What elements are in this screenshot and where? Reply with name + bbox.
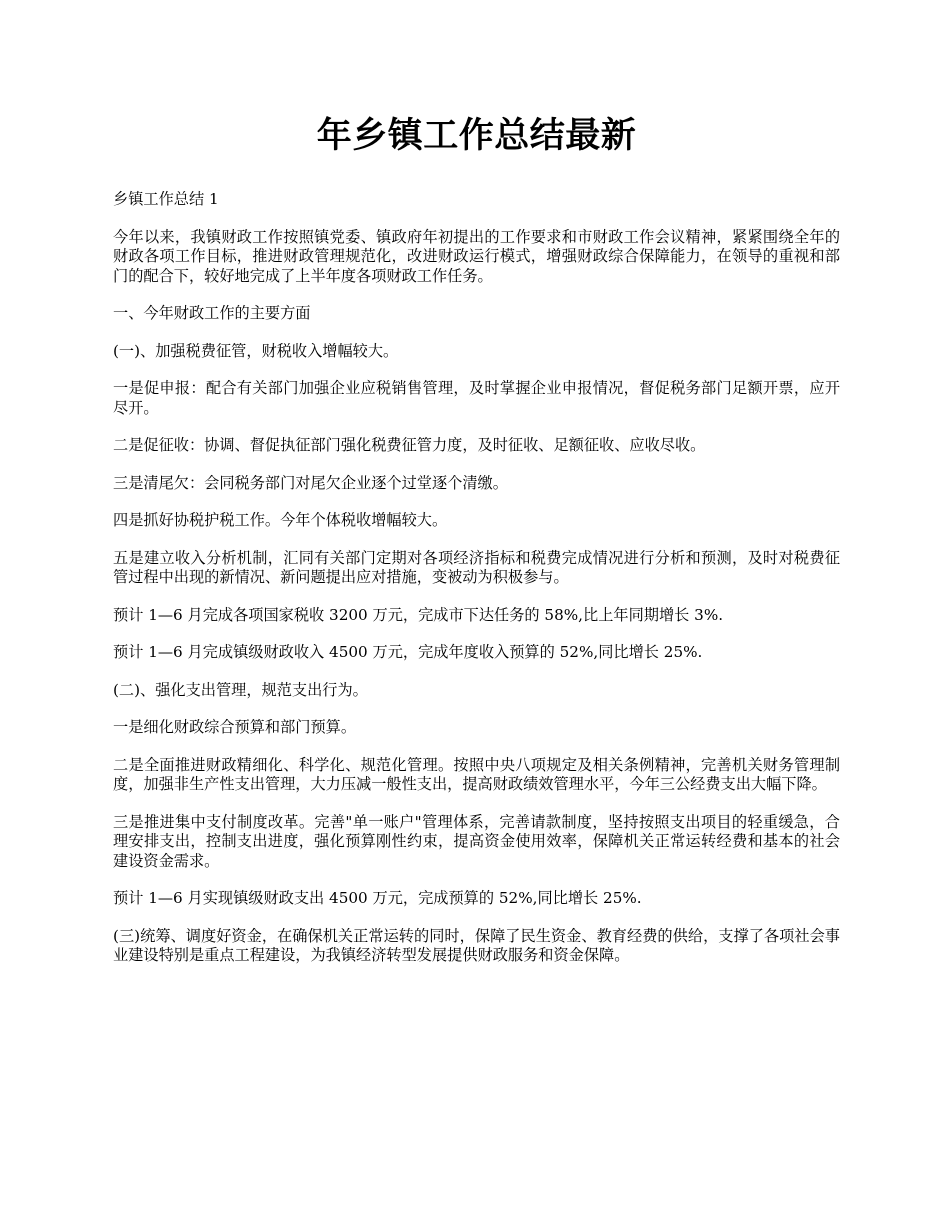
paragraph-subheading-1: (一)、加强税费征管，财税收入增幅较大。 [113,341,399,360]
paragraph-heading-main-aspects: 一、今年财政工作的主要方面 [113,304,311,322]
paragraph-item: 一是促申报：配合有关部门加强企业应税销售管理，及时掌握企业申报情况，督促税务部门足额开票，应开尽开。 [113,379,840,417]
paragraph-section-heading: 乡镇工作总结 1 [113,190,219,208]
paragraph-item: 三是推进集中支付制度改革。完善"单一账户"管理体系，完善请款制度，坚持按照支出项目的轻重缓急，合理安排支出，控制支出进度，强化预算刚性约束，提高资金使用效率，保障机关正常运转经费和基本的社会建设资金需求。 [113,812,840,870]
paragraph-item: 四是抓好协税护税工作。今年个体税收增幅较大。 [113,511,448,529]
paragraph-item: 五是建立收入分析机制，汇同有关部门定期对各项经济指标和税费完成情况进行分析和预测，及时对税费征管过程中出现的新情况、新问题提出应对措施，变被动为积极参与。 [113,548,840,586]
document-body [113,190,840,966]
paragraph-intro: 今年以来，我镇财政工作按照镇党委、镇政府年初提出的工作要求和市财政工作会议精神，紧紧围绕全年的财政各项工作目标，推进财政管理规范化，改进财政运行模式，增强财政综合保障能力，在领导的重视和部门的配合下，较好地完成了上半年度各项财政工作任务。 [113,227,840,285]
paragraph-forecast: 预计 1—6 月完成各项国家税收 3200 万元，完成市下达任务的 58%,比上年同期增长 3%. [113,605,724,624]
paragraph-item: 二是促征收：协调、督促执征部门强化税费征管力度，及时征收、足额征收、应收尽收。 [113,436,706,454]
paragraph-item: 二是全面推进财政精细化、科学化、规范化管理。按照中央八项规定及相关条例精神，完善机关财务管理制度，加强非生产性支出管理，大力压减一般性支出，提高财政绩效管理水平，今年三公经费支出大幅下降。 [113,755,840,793]
paragraph-item: 一是细化财政综合预算和部门预算。 [113,718,356,736]
document-title: 年乡镇工作总结最新 [316,116,637,156]
paragraph-forecast: 预计 1—6 月实现镇级财政支出 4500 万元，完成预算的 52%,同比增长 25%. [113,889,642,907]
paragraph-forecast: 预计 1—6 月完成镇级财政收入 4500 万元，完成年度收入预算的 52%,同比增长 25%. [113,643,703,661]
paragraph-item: 三是清尾欠：会同税务部门对尾欠企业逐个过堂逐个清缴。 [113,473,508,492]
paragraph-subheading-3: (三)统筹、调度好资金，在确保机关正常运转的同时，保障了民生资金、教育经费的供给，支撑了各项社会事业建设特别是重点工程建设，为我镇经济转型发展提供财政服务和资金保障。 [113,926,840,964]
paragraph-subheading-2: (二)、强化支出管理，规范支出行为。 [113,680,368,699]
